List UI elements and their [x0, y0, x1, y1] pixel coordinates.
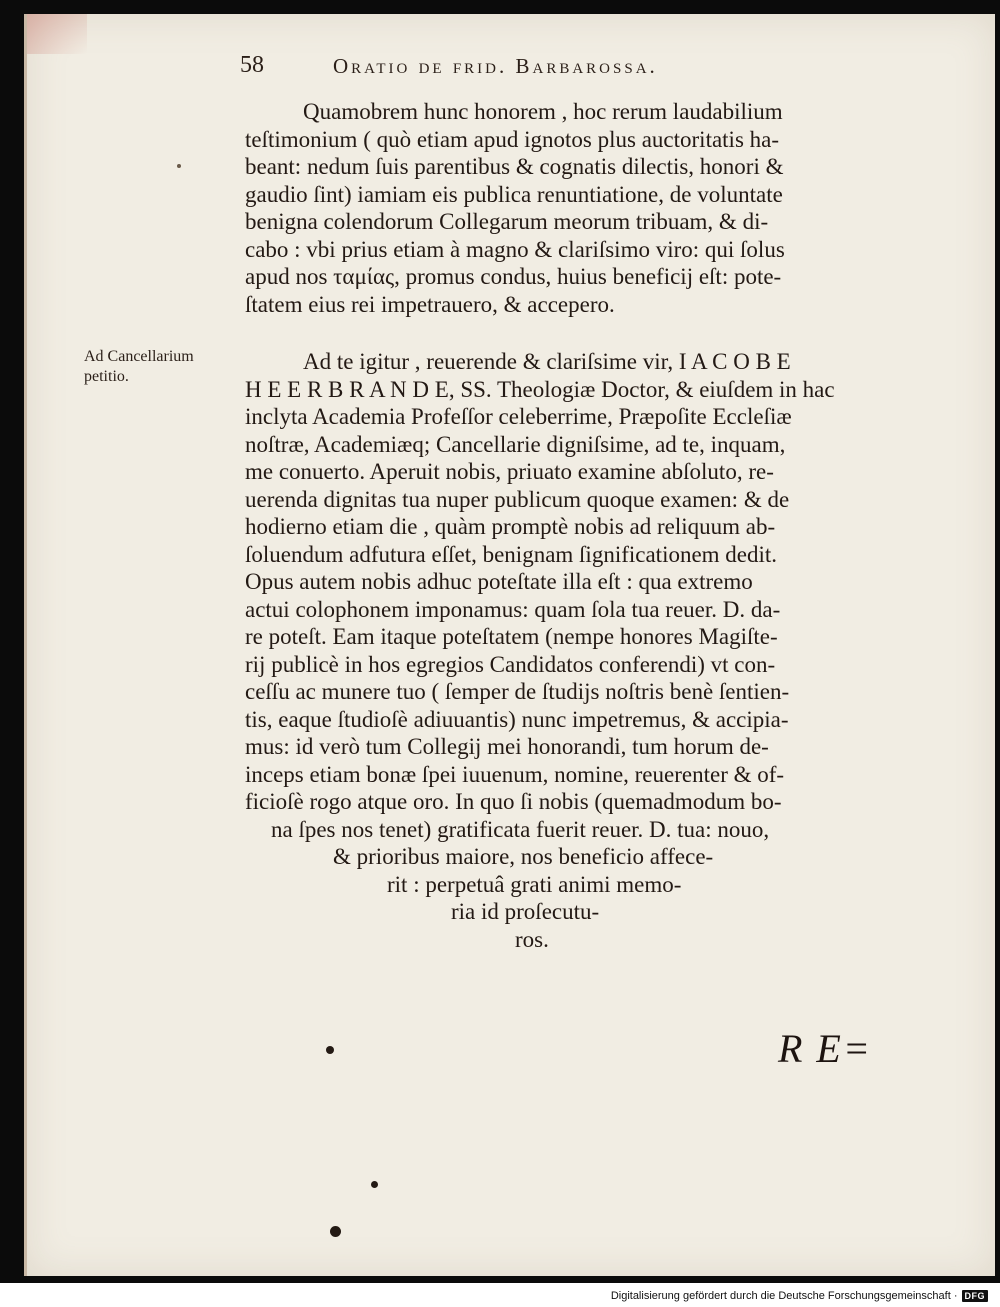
marginal-note-line: petitio.	[84, 368, 129, 385]
running-title: Oratio de frid. Barbarossa.	[333, 54, 658, 78]
text-line: Ad te igitur , reuerende & clariſsime vir, I A C O B E	[303, 349, 791, 374]
ink-dot	[330, 1226, 341, 1237]
text-line: ria id proſecutu-	[451, 899, 600, 924]
text-line: benigna colendorum Collegarum meorum tribuam, & di-	[245, 209, 769, 234]
ink-dot	[371, 1181, 378, 1188]
text-line: noſtræ, Academiæq; Cancellarie digniſsime, ad te, inquam,	[245, 431, 786, 457]
text-line: na ſpes nos tenet) gratificata fuerit reuer. D. tua: nouo,	[271, 816, 770, 842]
catchword: R E=	[778, 1026, 872, 1071]
digitization-footer	[611, 1290, 988, 1302]
text-line: me conuerto. Aperuit nobis, priuato examine abſoluto, re-	[245, 459, 774, 484]
text-line: Quamobrem hunc honorem , hoc rerum laudabilium	[303, 99, 783, 124]
marginal-note	[84, 347, 234, 387]
text-line: mus: id verò tum Collegij mei honorandi, tum horum de-	[245, 734, 769, 759]
body-text	[245, 98, 905, 953]
paragraph-gap	[245, 318, 905, 348]
text-line: Opus autem nobis adhuc poteſtate illa eſt : qua extremo	[245, 569, 753, 594]
marginal-note-line: Ad Cancellarium	[84, 348, 194, 365]
ink-dot	[326, 1046, 334, 1054]
text-line: re poteſt. Eam itaque poteſtatem (nempe honores Magiſte-	[245, 624, 778, 649]
text-line: ſoluendum adfutura eſſet, benignam ſignificationem dedit.	[245, 541, 778, 567]
text-line: beant: nedum ſuis parentibus & cognatis dilectis, honori &	[245, 154, 784, 179]
text-line: gaudio ſint) iamiam eis publica renuntiatione, de voluntate	[245, 181, 783, 207]
running-header	[240, 52, 840, 92]
page-number: 58	[240, 52, 264, 78]
text-line: apud nos ταμίας, promus condus, huius beneficij eſt: pote-	[245, 264, 782, 289]
paragraph-1	[245, 98, 905, 318]
text-line: rit : perpetuâ grati animi memo-	[387, 871, 682, 897]
text-line: tis, eaque ſtudioſè adiuuantis) nunc impetremus, & accipia-	[245, 706, 789, 732]
text-line: ros.	[515, 926, 549, 952]
text-line: teſtimonium ( quò etiam apud ignotos plus auctoritatis ha-	[245, 126, 780, 152]
text-line: cabo : vbi prius etiam à magno & clariſsimo viro: qui ſolus	[245, 236, 785, 262]
text-line: actui colophonem imponamus: quam ſola tua reuer. D. da-	[245, 596, 781, 622]
paragraph-2	[245, 348, 905, 953]
text-line: H E E R B R A N D E, SS. Theologiæ Doctor, & eiuſdem in hac	[245, 376, 835, 402]
text-line: ſtatem eius rei impetrauero, & accepero.	[245, 291, 615, 317]
text-line: uerenda dignitas tua nuper publicum quoque examen: & de	[245, 486, 790, 512]
text-line: ceſſu ac munere tuo ( ſemper de ſtudijs noſtris benè ſentien-	[245, 679, 790, 704]
text-line: inclyta Academia Profeſſor celeberrime, Præpoſite Eccleſiæ	[245, 404, 792, 429]
text-line: ficioſè rogo atque oro. In quo ſi nobis (quemadmodum bo-	[245, 789, 782, 814]
ink-speck	[177, 164, 181, 168]
footer-text: Digitalisierung gefördert durch die Deutsche Forschungsgemeinschaft ·	[610, 1290, 958, 1302]
dfg-logo: DFG	[962, 1290, 989, 1302]
text-line: & prioribus maiore, nos beneficio affece-	[333, 844, 714, 869]
text-line: inceps etiam bonæ ſpei iuuenum, nomine, reuerenter & of-	[245, 761, 785, 787]
text-line: rij publicè in hos egregios Candidatos conferendi) vt con-	[245, 651, 776, 677]
text-line: hodierno etiam die , quàm promptè nobis ad reliquum ab-	[245, 514, 776, 539]
